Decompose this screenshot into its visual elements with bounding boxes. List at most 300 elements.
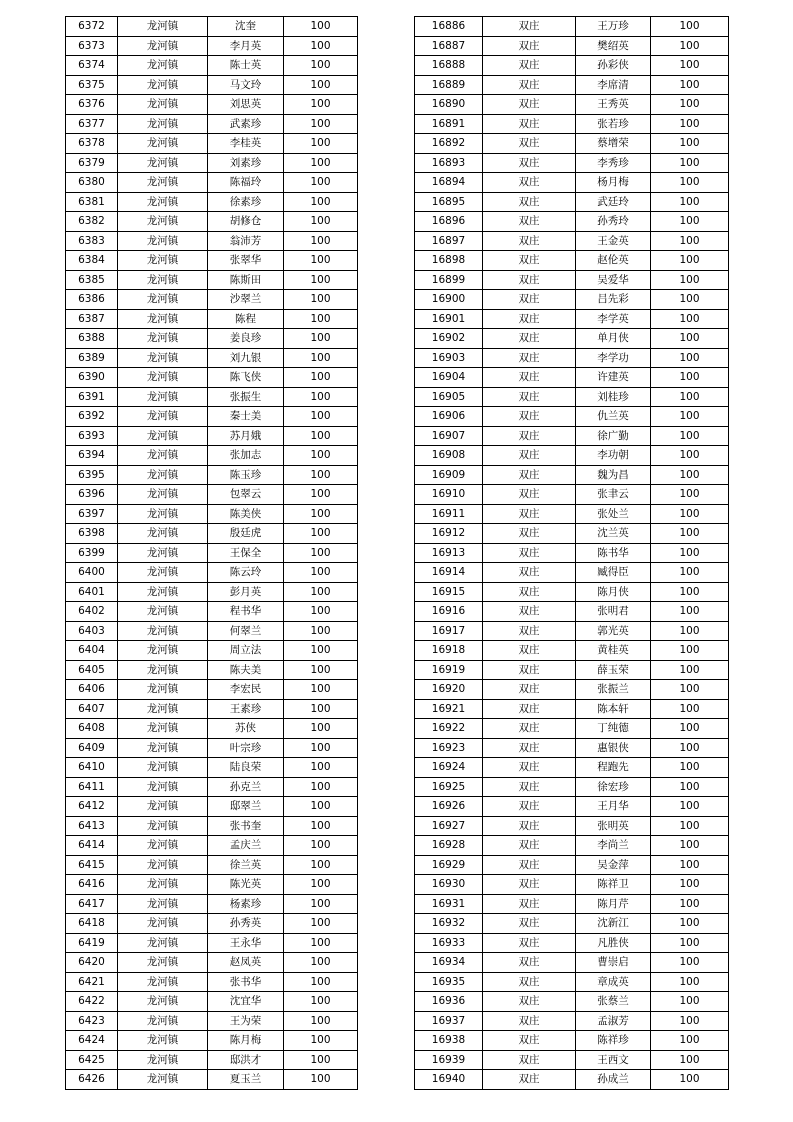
cell-id: 6424 [66,1031,118,1051]
cell-amount: 100 [284,407,358,427]
cell-amount: 100 [284,36,358,56]
cell-id: 6413 [66,816,118,836]
table-row [66,777,358,797]
table-row [415,368,729,388]
table-row [66,251,358,271]
table-row [415,407,729,427]
cell-town: 龙河镇 [118,173,208,193]
table-row [415,680,729,700]
table-row [66,602,358,622]
cell-amount: 100 [284,485,358,505]
cell-id: 16908 [415,446,483,466]
table-row [415,387,729,407]
cell-amount: 100 [651,348,729,368]
cell-id: 16918 [415,641,483,661]
cell-town: 龙河镇 [118,75,208,95]
cell-name: 刘思英 [208,95,284,115]
table-row [415,290,729,310]
cell-amount: 100 [651,17,729,37]
cell-name: 陈玉珍 [208,465,284,485]
cell-id: 6422 [66,992,118,1012]
cell-name: 沈宜华 [208,992,284,1012]
cell-name: 陈月侠 [576,582,651,602]
table-row [66,719,358,739]
cell-town: 龙河镇 [118,1031,208,1051]
table-row [415,251,729,271]
cell-name: 张振生 [208,387,284,407]
cell-town: 双庄 [483,309,576,329]
cell-id: 16939 [415,1050,483,1070]
cell-town: 龙河镇 [118,602,208,622]
cell-town: 龙河镇 [118,192,208,212]
cell-name: 徐兰英 [208,855,284,875]
cell-town: 龙河镇 [118,95,208,115]
table-row [66,17,358,37]
cell-town: 龙河镇 [118,972,208,992]
cell-town: 双庄 [483,855,576,875]
cell-name: 陈本轩 [576,699,651,719]
cell-town: 龙河镇 [118,914,208,934]
cell-amount: 100 [651,543,729,563]
cell-id: 6423 [66,1011,118,1031]
cell-town: 双庄 [483,329,576,349]
table-row [415,602,729,622]
cell-id: 6405 [66,660,118,680]
cell-amount: 100 [284,680,358,700]
cell-id: 16906 [415,407,483,427]
cell-amount: 100 [284,504,358,524]
cell-town: 龙河镇 [118,329,208,349]
cell-id: 16914 [415,563,483,583]
cell-amount: 100 [284,738,358,758]
cell-town: 双庄 [483,1070,576,1090]
cell-town: 龙河镇 [118,758,208,778]
cell-name: 胡修仓 [208,212,284,232]
table-row [66,1031,358,1051]
cell-amount: 100 [651,212,729,232]
table-row [415,699,729,719]
cell-name: 程跑先 [576,758,651,778]
table-row [415,485,729,505]
cell-town: 龙河镇 [118,153,208,173]
table-row [66,309,358,329]
cell-name: 姜良珍 [208,329,284,349]
cell-name: 薛玉荣 [576,660,651,680]
cell-town: 龙河镇 [118,563,208,583]
table-row [66,563,358,583]
table-row [66,972,358,992]
cell-amount: 100 [651,231,729,251]
cell-amount: 100 [651,95,729,115]
cell-town: 龙河镇 [118,738,208,758]
cell-town: 龙河镇 [118,699,208,719]
table-row [66,329,358,349]
cell-id: 6426 [66,1070,118,1090]
cell-name: 樊绍英 [576,36,651,56]
cell-town: 双庄 [483,348,576,368]
table-row [66,855,358,875]
cell-id: 6407 [66,699,118,719]
cell-name: 黄桂英 [576,641,651,661]
table-row [66,621,358,641]
cell-amount: 100 [284,699,358,719]
cell-id: 16933 [415,933,483,953]
cell-amount: 100 [651,368,729,388]
cell-amount: 100 [651,699,729,719]
cell-id: 16921 [415,699,483,719]
right-table [414,16,729,1090]
cell-amount: 100 [284,875,358,895]
cell-amount: 100 [651,894,729,914]
cell-id: 16893 [415,153,483,173]
cell-name: 吴金萍 [576,855,651,875]
cell-town: 龙河镇 [118,816,208,836]
cell-id: 16897 [415,231,483,251]
cell-id: 16915 [415,582,483,602]
cell-town: 龙河镇 [118,836,208,856]
cell-amount: 100 [651,270,729,290]
cell-town: 双庄 [483,875,576,895]
cell-name: 程书华 [208,602,284,622]
cell-town: 双庄 [483,426,576,446]
cell-town: 双庄 [483,582,576,602]
cell-town: 双庄 [483,134,576,154]
cell-amount: 100 [651,114,729,134]
cell-name: 杨素珍 [208,894,284,914]
cell-town: 龙河镇 [118,855,208,875]
cell-name: 翁沛芳 [208,231,284,251]
table-row [66,738,358,758]
cell-town: 双庄 [483,641,576,661]
cell-town: 龙河镇 [118,777,208,797]
table-row [415,933,729,953]
table-row [66,36,358,56]
cell-id: 16932 [415,914,483,934]
cell-id: 6393 [66,426,118,446]
cell-id: 6380 [66,173,118,193]
cell-id: 16896 [415,212,483,232]
cell-name: 沈兰英 [576,524,651,544]
cell-town: 双庄 [483,816,576,836]
cell-id: 6406 [66,680,118,700]
cell-id: 6381 [66,192,118,212]
cell-town: 龙河镇 [118,36,208,56]
cell-town: 双庄 [483,270,576,290]
cell-name: 许建英 [576,368,651,388]
cell-amount: 100 [651,504,729,524]
table-row [415,992,729,1012]
cell-id: 6388 [66,329,118,349]
table-row [415,894,729,914]
cell-town: 双庄 [483,894,576,914]
cell-name: 曹崇启 [576,953,651,973]
table-row [415,582,729,602]
table-row [66,582,358,602]
cell-amount: 100 [284,134,358,154]
cell-amount: 100 [651,1031,729,1051]
cell-name: 惠银侠 [576,738,651,758]
cell-amount: 100 [651,660,729,680]
cell-amount: 100 [284,192,358,212]
cell-amount: 100 [651,173,729,193]
cell-amount: 100 [284,1031,358,1051]
cell-amount: 100 [284,641,358,661]
cell-id: 16928 [415,836,483,856]
cell-name: 沙翠兰 [208,290,284,310]
cell-id: 16940 [415,1070,483,1090]
cell-town: 龙河镇 [118,992,208,1012]
cell-amount: 100 [284,290,358,310]
cell-name: 陈书华 [576,543,651,563]
cell-id: 16892 [415,134,483,154]
cell-town: 龙河镇 [118,231,208,251]
cell-town: 双庄 [483,836,576,856]
cell-amount: 100 [651,290,729,310]
cell-amount: 100 [651,153,729,173]
cell-id: 16938 [415,1031,483,1051]
cell-amount: 100 [651,719,729,739]
cell-amount: 100 [651,465,729,485]
cell-amount: 100 [284,953,358,973]
cell-amount: 100 [284,1050,358,1070]
table-row [66,543,358,563]
cell-amount: 100 [651,758,729,778]
cell-town: 龙河镇 [118,465,208,485]
cell-id: 6409 [66,738,118,758]
table-row [415,446,729,466]
table-row [415,348,729,368]
cell-amount: 100 [284,465,358,485]
table-row [415,17,729,37]
cell-name: 陈福玲 [208,173,284,193]
cell-town: 双庄 [483,75,576,95]
cell-name: 孙成兰 [576,1070,651,1090]
cell-name: 张翠华 [208,251,284,271]
cell-town: 双庄 [483,17,576,37]
cell-town: 龙河镇 [118,348,208,368]
cell-id: 16888 [415,56,483,76]
table-row [415,426,729,446]
cell-id: 6389 [66,348,118,368]
cell-name: 丁纯德 [576,719,651,739]
table-row [66,699,358,719]
cell-amount: 100 [651,992,729,1012]
cell-name: 马文玲 [208,75,284,95]
cell-amount: 100 [284,270,358,290]
cell-name: 陈祥珍 [576,1031,651,1051]
cell-amount: 100 [651,1050,729,1070]
cell-town: 龙河镇 [118,114,208,134]
cell-name: 何翠兰 [208,621,284,641]
cell-name: 张振兰 [576,680,651,700]
cell-town: 龙河镇 [118,368,208,388]
table-row [415,953,729,973]
cell-town: 龙河镇 [118,270,208,290]
cell-id: 6384 [66,251,118,271]
table-row [415,914,729,934]
cell-town: 龙河镇 [118,680,208,700]
cell-name: 秦士美 [208,407,284,427]
cell-amount: 100 [284,758,358,778]
cell-town: 龙河镇 [118,485,208,505]
cell-amount: 100 [284,660,358,680]
cell-town: 双庄 [483,387,576,407]
cell-amount: 100 [651,933,729,953]
cell-id: 6396 [66,485,118,505]
cell-id: 6373 [66,36,118,56]
cell-amount: 100 [651,641,729,661]
cell-name: 陈光英 [208,875,284,895]
cell-town: 双庄 [483,758,576,778]
cell-id: 16901 [415,309,483,329]
cell-id: 16913 [415,543,483,563]
cell-town: 龙河镇 [118,875,208,895]
cell-name: 王秀英 [576,95,651,115]
table-row [415,153,729,173]
cell-id: 6394 [66,446,118,466]
cell-name: 陈士英 [208,56,284,76]
cell-town: 双庄 [483,953,576,973]
cell-amount: 100 [284,75,358,95]
cell-town: 双庄 [483,660,576,680]
cell-amount: 100 [651,407,729,427]
cell-id: 6404 [66,641,118,661]
table-row [415,36,729,56]
cell-amount: 100 [284,1011,358,1031]
table-row [66,797,358,817]
cell-id: 6414 [66,836,118,856]
cell-id: 16907 [415,426,483,446]
cell-amount: 100 [284,329,358,349]
cell-name: 凡胜侠 [576,933,651,953]
cell-amount: 100 [284,797,358,817]
table-row [66,836,358,856]
table-row [66,914,358,934]
table-row [66,368,358,388]
cell-id: 6397 [66,504,118,524]
cell-name: 张聿云 [576,485,651,505]
cell-name: 王永华 [208,933,284,953]
table-row [66,816,358,836]
cell-id: 6387 [66,309,118,329]
cell-name: 武素珍 [208,114,284,134]
table-row [415,855,729,875]
table-row [415,641,729,661]
cell-id: 6383 [66,231,118,251]
table-row [66,680,358,700]
cell-name: 孙秀玲 [576,212,651,232]
cell-name: 徐广勤 [576,426,651,446]
cell-id: 6399 [66,543,118,563]
cell-amount: 100 [284,543,358,563]
cell-name: 赵凤英 [208,953,284,973]
cell-amount: 100 [284,816,358,836]
cell-town: 双庄 [483,992,576,1012]
cell-town: 双庄 [483,36,576,56]
cell-town: 双庄 [483,777,576,797]
table-row [66,992,358,1012]
cell-id: 6418 [66,914,118,934]
cell-town: 龙河镇 [118,407,208,427]
cell-name: 夏玉兰 [208,1070,284,1090]
cell-amount: 100 [651,329,729,349]
cell-id: 6402 [66,602,118,622]
cell-name: 徐素珍 [208,192,284,212]
cell-name: 吕先彩 [576,290,651,310]
cell-amount: 100 [284,836,358,856]
table-row [66,95,358,115]
cell-id: 16890 [415,95,483,115]
cell-name: 陈程 [208,309,284,329]
table-row [415,972,729,992]
cell-name: 苏月娥 [208,426,284,446]
cell-name: 张加志 [208,446,284,466]
cell-town: 双庄 [483,212,576,232]
table-row [415,134,729,154]
table-row [66,524,358,544]
cell-town: 双庄 [483,114,576,134]
cell-name: 王为荣 [208,1011,284,1031]
cell-amount: 100 [284,17,358,37]
table-row [66,153,358,173]
cell-id: 6421 [66,972,118,992]
cell-amount: 100 [284,212,358,232]
cell-id: 16909 [415,465,483,485]
cell-town: 双庄 [483,95,576,115]
cell-name: 李桂英 [208,134,284,154]
cell-amount: 100 [651,446,729,466]
table-row [66,212,358,232]
cell-town: 龙河镇 [118,894,208,914]
table-row [66,504,358,524]
cell-id: 16925 [415,777,483,797]
cell-name: 沈新江 [576,914,651,934]
cell-id: 16912 [415,524,483,544]
cell-id: 6372 [66,17,118,37]
cell-town: 双庄 [483,56,576,76]
cell-name: 单月侠 [576,329,651,349]
cell-town: 龙河镇 [118,582,208,602]
table-row [415,75,729,95]
cell-id: 16889 [415,75,483,95]
cell-amount: 100 [651,485,729,505]
table-row [415,114,729,134]
cell-amount: 100 [284,446,358,466]
cell-town: 龙河镇 [118,797,208,817]
table-row [415,504,729,524]
cell-name: 殷廷虎 [208,524,284,544]
cell-town: 双庄 [483,231,576,251]
table-row [66,426,358,446]
table-row [66,407,358,427]
cell-town: 双庄 [483,797,576,817]
cell-amount: 100 [651,797,729,817]
cell-amount: 100 [651,1011,729,1031]
cell-amount: 100 [651,563,729,583]
table-row [415,1070,729,1090]
cell-amount: 100 [651,953,729,973]
cell-name: 陈飞侠 [208,368,284,388]
cell-town: 双庄 [483,933,576,953]
table-row [415,231,729,251]
cell-id: 16937 [415,1011,483,1031]
cell-id: 6419 [66,933,118,953]
cell-amount: 100 [284,933,358,953]
cell-amount: 100 [284,524,358,544]
cell-id: 16898 [415,251,483,271]
cell-amount: 100 [651,621,729,641]
cell-name: 孙彩侠 [576,56,651,76]
